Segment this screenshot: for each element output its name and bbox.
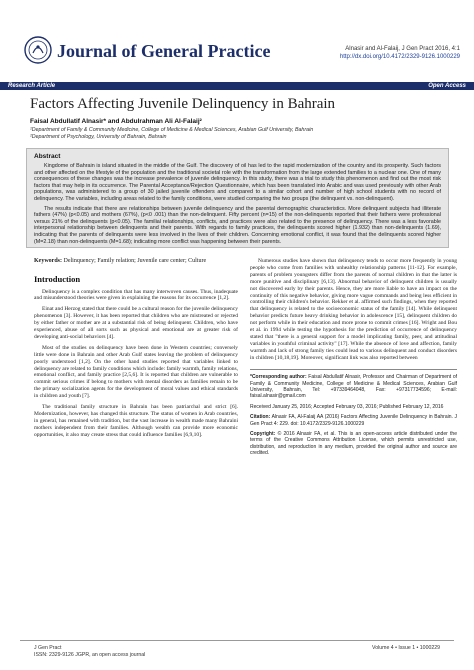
abstract-heading: Abstract (34, 153, 61, 160)
right-column (250, 258, 457, 461)
affiliation-1: ¹Department of Family & Community Medicine, College of Medicine & Medical Sciences, Arabian Gulf University, Bahrain (30, 127, 314, 133)
corresponding-author-note (250, 374, 457, 400)
intro-paragraph-4: The traditional family structure in Bahrain has been patriarchal and strict [6]. Modernization, however, has changed this structure. The status of women in Arab countries, in general, has remained with tradition, but the vast increase in wealth made many Bahraini mothers independent from their families. Although wealth can provide more economic opportunities, it also may create stress that could influence families [6,9,10]. (34, 404, 238, 438)
journal-title: Journal of General Practice (57, 41, 271, 61)
footer-journal-info (34, 645, 145, 659)
keywords-text: Delinquency; Family relation; Juvenile care center; Culture (63, 258, 207, 264)
footnote-divider (250, 369, 457, 370)
intro-paragraph-2: Einat and Herzog stated that there could be a cultural reason for the juvenile delinquency phenomenon [3]. However, it has been reported that children who are mistreated or rejected by either father or mother are at a substantial risk of being delinquent. Children, who have experienced, abuse of all sorts such as physical and emotional are at greater risk of developing anti-social behaviors [4]. (34, 306, 238, 340)
copyright-label: Copyright: (250, 431, 276, 438)
copyright-note (250, 431, 457, 457)
footer-volume-info: Volume 4 • Issue 1 • 1000229 (372, 645, 440, 651)
abstract-paragraph-1: Kingdome of Bahrain is island situated in the middle of the Gulf. The discovery of oil has led to the rapid modernization of the country and its prosperity. Such factors and other affected on the lifestyle of the population and the traditional societal role with the transformation from the large extended families to a nuclear one. One of many consequences of these changes was the increase prevalence of juvenile delinquency. In this study, there was a trial to study this phenomenon and find out the most risk factors that may help in its occurrence. The Parental Acceptance/Rejection Questionnaire, which has been translated into Arabic and was used previously with other Arab populations, was administered to a group of 30 jailed juvenile offenders and compared to a similar cohort and number of high school students with no record of delinquency. The variables, including areas related to the family conditions, were studied comparing the two groups (the delinquent vs. non-delinquent). (34, 163, 441, 202)
abstract-box (26, 148, 449, 248)
citation-info (340, 45, 460, 61)
affiliation-2: ²Department of Psychology, University of Bahrain, Bahrain (30, 134, 167, 140)
intro-paragraph-1: Delinquency is a complex condition that has many interwoven causes. Thus, inadequate and misunderstood theories were given in explaining the reasons for its occurrence [1,2]. (34, 288, 238, 302)
dates-note: Received January 25, 2016; Accepted February 03, 2016; Published February 12, 2016 (250, 403, 444, 410)
left-column (34, 258, 238, 443)
doi-link[interactable]: http://dx.doi.org/10.4172/2329-9126.1000229 (339, 54, 460, 60)
citation-label: Citation: (250, 414, 271, 421)
citation-note (250, 414, 457, 427)
page-header (0, 0, 474, 82)
footer-divider (20, 640, 454, 641)
citation-line: Alnasir and Al-Falaij, J Gen Pract 2016, 4:1 (345, 46, 460, 52)
keywords (34, 258, 238, 266)
corresponding-author-text: Faisal Abdullatif Alnasir, Professor and Chairman of Department of Family & Community Medicine, College of Medicine & Medical Sciences, Arabian Gulf University, Bahrain, Tel: +97339464048, Fax: +97317734596; E-mail: faisal.alnasir@gmail.com (250, 374, 457, 400)
right-paragraph-1: Numerous studies have shown that delinquency tends to occur more frequently in young people who come from families with unhealthy relationship patterns [11-12]. For example, parents of problem youngsters differ from the parents of normal children in that the latter is more punitive and disciplinary [6,13]. Abnormal behavior of delinquent children is usually not discovered early by their parents. Hence, they are more liable to have an impact on the continuity of this negative behavior, giving more vague commands and being less efficient in controlling their children's behavior. Rekker et al. affirmed such findings, when they reported that delinquency is related to the socioeconomic status of the family [14]. While delinquent behavior predicts future heavy drinking behavior in adolescence [15], delinquent children do not perform while in their education and more prone to commit crimes [16]. Wright and Bou et al. in 1994 while testing the hypothesis for the prediction of occurrence of delinquency stated that "there is a general support for a model implicating family, peer, and attitudinal variables in youthful criminal activity" [17]. While the absence of love and affection, family warmth and lack of strong family ties could lead to various delinquent and conduct disorders in children [10,18,19]. Moreover, significant link was also reported between (250, 258, 457, 361)
footer-issn: ISSN: 2329-9126 JGPR, an open access journal (34, 652, 146, 658)
article-type-label: Research Article (8, 83, 56, 89)
abstract-paragraph-2: The results indicate that there are relationships between juvenile delinquency and the parental demographic characteristics. More delinquent subjects had illiterate fathers (47%) (p<0.05) and mothers (67%), (p<0 .001) than the non-delinquent. Fifty percent (n=15) of the non-delinquents reported that their fathers were professional versus 21% of the delinquents (p<0.05). The familial relationships, conflicts, and practices were also related to the presence of delinquency. There was a less favorable interpersonal relationship between delinquents and their parents. With regards to family practices, the delinquents scored higher (1.932) than non-delinquents (1.69), indicating that the parents of delinquents were less involved in the lives of their children. Concerning emotional conflict, it was found that the delinquents scored higher (M=2.18) than non-delinquents (M=1.68); indicating more conflict was happening between their parents. (34, 205, 441, 245)
footer-journal-name: J Gen Pract (34, 645, 62, 651)
corresponding-author-label: *Corresponding author: (250, 374, 307, 381)
copyright-text: © 2016 Alnasir FA, et al. This is an open-access article distributed under the terms of the Creative Commons Attribution License, which permits unrestricted use, distribution, and reproduction in any medium, provided the original author and source are credited. (250, 431, 457, 457)
article-type-banner (0, 82, 474, 90)
introduction-heading: Introduction (34, 273, 81, 284)
article-title: Factors Affecting Juvenile Delinquency in Bahrain (30, 96, 336, 112)
article-authors: Faisal Abdullatif Alnasir* and Abdulrahman Ali Al-Falaij² (30, 118, 202, 125)
keywords-label: Keywords: (34, 258, 62, 264)
intro-paragraph-3: Most of the studies on delinquency have been done in Western countries; conversely little were done in Bahrain and other Arab Gulf states leaving the problem of delinquency poorly understood [1,2]. On the other hand studies reported that variables linked to delinquency are related to family conditions which include: family warmth, family relations, emotional conflict, and family practice [2,5,6]. It is reported that children are vulnerable to commit serious crimes if belong to mothers with mental disorders as families remain to be the primary socialization agents for the development of moral values and ethical standards in children and youth [7]. (34, 344, 238, 400)
journal-seal-icon (24, 36, 52, 64)
citation-text: Alnasir FA, Al-Falaij AA (2016) Factors Affecting Juvenile Delinquency in Bahrain. J Gen Pract 4: 229. doi: 10.4172/2329-9126.1000229 (250, 414, 457, 427)
open-access-label: Open Access (428, 83, 466, 89)
